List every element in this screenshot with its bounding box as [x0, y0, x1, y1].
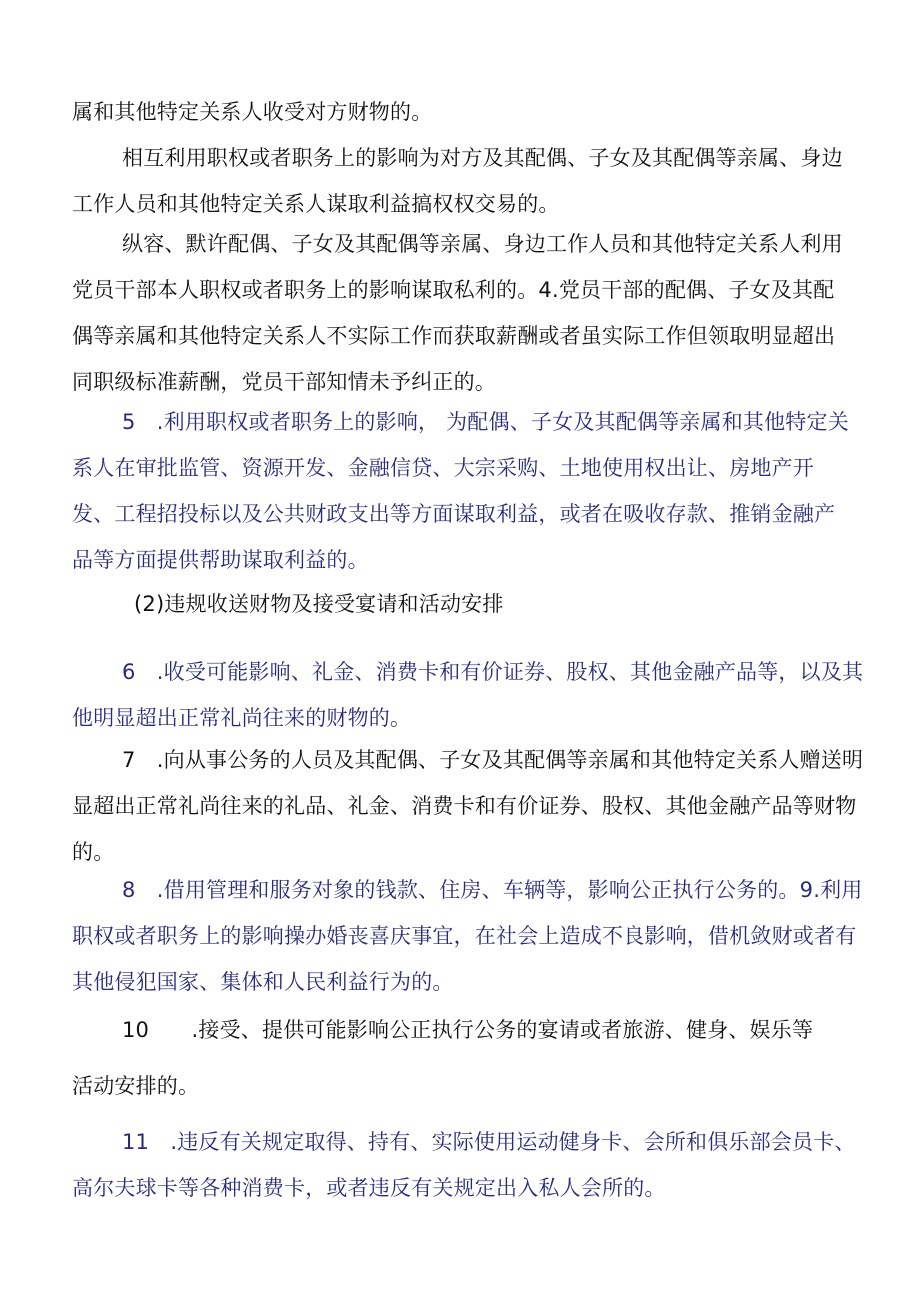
text-line: (2)违规收送财物及接受宴请和活动安排 — [134, 592, 504, 616]
text-line: 相互利用职权或者职务上的影响为对方及其配偶、子女及其配偶等亲属、身边 — [122, 146, 843, 170]
paragraph-6 — [72, 646, 872, 744]
paragraph-7 — [72, 734, 872, 878]
paragraph-4 — [72, 396, 872, 586]
paragraph-10 — [72, 1060, 872, 1112]
paragraph-3 — [72, 218, 872, 408]
paragraph-9 — [72, 1004, 872, 1056]
text-line: 系人在审批监管、资源开发、金融信贷、大宗采购、土地使用权出让、房地产开 — [72, 456, 814, 480]
text-line: 6 .收受可能影响、礼金、消费卡和有价证券、股权、其他金融产品等，以及其 — [122, 660, 864, 684]
text-line: 显超出正常礼尚往来的礼品、礼金、消费卡和有价证券、股权、其他金融产品等财物 — [72, 794, 857, 818]
text-line: 偶等亲属和其他特定关系人不实际工作而获取薪酬或者虽实际工作但领取明显超出 — [72, 324, 836, 348]
text-line: 同职级标准薪酬，党员干部知情未予纠正的。 — [72, 370, 496, 394]
paragraph-1 — [72, 86, 872, 138]
text-line: 的。 — [72, 840, 115, 864]
text-line: 属和其他特定关系人收受对方财物的。 — [72, 100, 433, 124]
text-line: 党员干部本人职权或者职务上的影响谋取私利的。4.党员干部的配偶、子女及其配 — [72, 278, 835, 302]
text-line: 他明显超出正常礼尚往来的财物的。 — [72, 706, 412, 730]
text-line: 品等方面提供帮助谋取利益的。 — [72, 548, 369, 572]
paragraph-11 — [72, 1116, 872, 1214]
text-line: 8 .借用管理和服务对象的钱款、住房、车辆等，影响公正执行公务的。9.利用 — [122, 878, 863, 902]
paragraph-2 — [72, 132, 872, 230]
text-line: 工作人员和其他特定关系人谋取利益搞权权交易的。 — [72, 192, 560, 216]
text-line: 纵容、默许配偶、子女及其配偶等亲属、身边工作人员和其他特定关系人利用 — [122, 232, 843, 256]
text-line: 11 .违反有关规定取得、持有、实际使用运动健身卡、会所和俱乐部会员卡、 — [122, 1130, 856, 1154]
text-line: 10 .接受、提供可能影响公正执行公务的宴请或者旅游、健身、娱乐等 — [122, 1018, 814, 1042]
paragraph-8 — [72, 864, 872, 1008]
text-line: 7 .向从事公务的人员及其配偶、子女及其配偶等亲属和其他特定关系人赠送明 — [122, 748, 864, 772]
text-line: 发、工程招投标以及公共财政支出等方面谋取利益，或者在吸收存款、推销金融产 — [72, 502, 836, 526]
section-heading — [72, 578, 872, 630]
text-line: 高尔夫球卡等各种消费卡，或者违反有关规定出入私人会所的。 — [72, 1176, 666, 1200]
text-line: 活动安排的。 — [72, 1074, 200, 1098]
text-line: 5 .利用职权或者职务上的影响， 为配偶、子女及其配偶等亲属和其他特定关 — [122, 410, 849, 434]
text-line: 其他侵犯国家、集体和人民利益行为的。 — [72, 970, 454, 994]
text-line: 职权或者职务上的影响操办婚丧喜庆事宜，在社会上造成不良影响，借机敛财或者有 — [72, 924, 857, 948]
